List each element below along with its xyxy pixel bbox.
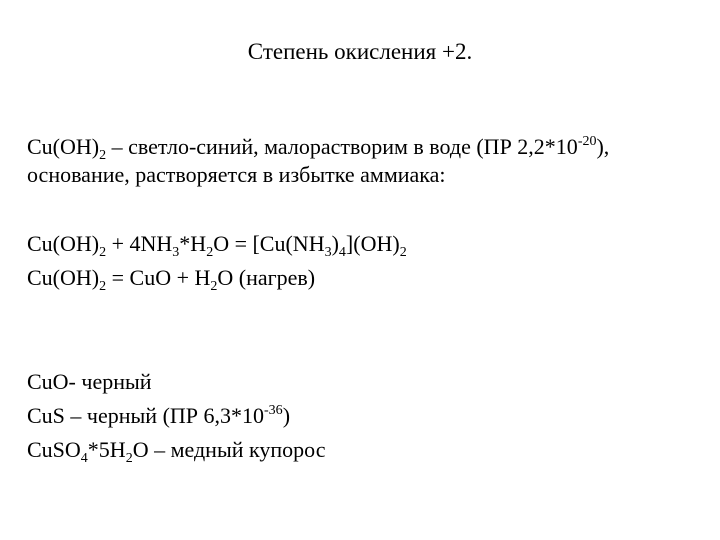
compound-line-3 [27, 436, 325, 464]
subscript: 4 [80, 451, 88, 466]
property-line-1 [27, 133, 609, 161]
slide-title: Степень окисления +2. [247, 39, 473, 64]
subscript: 4 [338, 245, 346, 260]
formula-text: O = [Cu(NH [213, 231, 325, 256]
description-text: ), [596, 134, 610, 159]
subscript: 3 [172, 245, 180, 260]
subscript: 2 [99, 245, 107, 260]
reaction-line-1 [27, 230, 407, 258]
description-text: – светло-синий, малорастворим в воде (ПР 2,2*10 [106, 134, 578, 159]
formula-text: Cu(OH) [27, 265, 100, 290]
compound-line-1: CuO- черный [27, 369, 152, 394]
formula-text: Cu(OH) [27, 231, 100, 256]
formula-text: ) [331, 231, 339, 256]
formula-text: + 4NH [106, 231, 173, 256]
reaction-line-2 [27, 264, 315, 292]
formula-text: ](OH) [345, 231, 400, 256]
formula-text: ) [282, 403, 291, 428]
subscript: 2 [125, 451, 133, 466]
subscript: 2 [206, 245, 214, 260]
property-line-2: основание, растворяется в избытке аммиака: [27, 162, 446, 187]
formula-text: *H [179, 231, 207, 256]
subscript: 2 [399, 245, 407, 260]
subscript: 2 [210, 279, 218, 294]
superscript: -20 [577, 134, 597, 149]
compound-line-2 [27, 402, 290, 430]
formula-text: CuSO [27, 437, 81, 462]
formula-text: O (нагрев) [217, 265, 316, 290]
subscript: 3 [324, 245, 332, 260]
formula-text: CuS – черный (ПР 6,3*10 [27, 403, 265, 428]
subscript: 2 [99, 279, 107, 294]
formula-text: O – медный купорос [132, 437, 326, 462]
formula-text: = CuO + H [106, 265, 211, 290]
subscript: 2 [99, 148, 107, 163]
formula-text: Cu(OH) [27, 134, 100, 159]
superscript: -36 [264, 403, 283, 418]
formula-text: *5H [87, 437, 126, 462]
